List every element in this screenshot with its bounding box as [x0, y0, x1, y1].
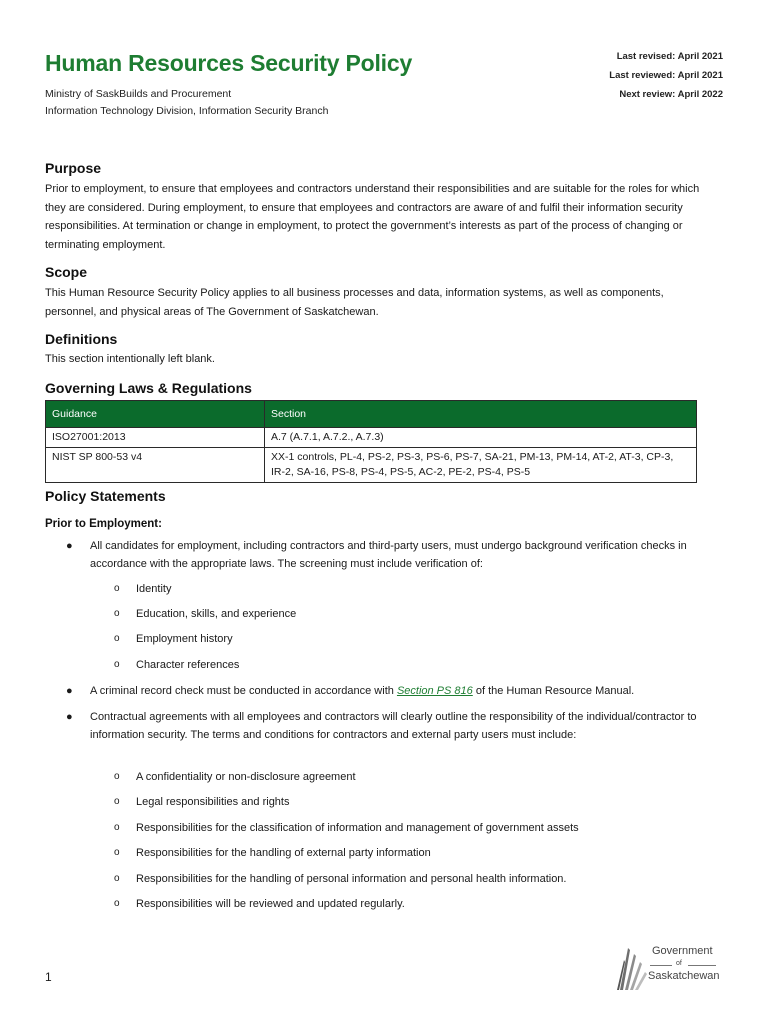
circle-bullet-icon: o — [114, 873, 120, 884]
list-item — [66, 708, 705, 744]
sub-item-text: Responsibilities for the handling of personal information and personal health information. — [136, 873, 567, 885]
circle-bullet-icon: o — [114, 659, 120, 670]
last-revised: Last revised: April 2021 — [616, 51, 723, 62]
list-item — [114, 657, 706, 673]
list-item — [114, 631, 706, 647]
list-item — [114, 769, 706, 785]
bullet-icon: ● — [66, 685, 73, 697]
ministry-name: Ministry of SaskBuilds and Procurement — [45, 88, 232, 100]
circle-bullet-icon: o — [114, 583, 120, 594]
list-item — [114, 871, 706, 887]
governing-laws-table — [45, 400, 697, 483]
list-item — [114, 896, 706, 912]
bullet-icon: ● — [66, 540, 73, 552]
sub-item-text: A confidentiality or non-disclosure agreement — [136, 771, 356, 783]
table-header-row — [46, 401, 697, 428]
table-row — [46, 448, 697, 483]
circle-bullet-icon: o — [114, 771, 120, 782]
table-cell: NIST SP 800-53 v4 — [46, 448, 265, 483]
logo-divider — [650, 965, 672, 966]
logo-divider — [688, 965, 716, 966]
list-item — [114, 794, 706, 810]
scope-heading: Scope — [45, 264, 88, 280]
sub-item-text: Education, skills, and experience — [136, 608, 297, 620]
next-review: Next review: April 2022 — [619, 89, 723, 100]
sub-item-text: Character references — [136, 659, 240, 671]
revision-info — [609, 47, 723, 104]
bullet-text-before: A criminal record check must be conducted in accordance with — [90, 685, 397, 697]
circle-bullet-icon: o — [114, 847, 120, 858]
government-of-saskatchewan-logo — [614, 940, 724, 992]
last-reviewed: Last reviewed: April 2021 — [609, 70, 723, 81]
column-header-guidance: Guidance — [46, 401, 265, 428]
document-title: Human Resources Security Policy — [45, 50, 413, 76]
sub-item-text: Responsibilities will be reviewed and updated regularly. — [136, 898, 405, 910]
logo-text-saskatchewan: Saskatchewan — [648, 970, 720, 982]
table-cell: XX-1 controls, PL-4, PS-2, PS-3, PS-6, PS-7, SA-21, PM-13, PM-14, AT-2, AT-3, CP-3, IR-2, SA-16, PS-8, PS-4, PS-5, AC-2, PE-2, PS-4, PS-5 — [265, 448, 697, 483]
definitions-text: This section intentionally left blank. — [45, 353, 215, 365]
bullet-text: Contractual agreements with all employees and contractors will clearly outline the responsibility of the individual/contractor to information security. The terms and conditions for contractors and external party users must include: — [90, 711, 697, 741]
laws-heading: Governing Laws & Regulations — [45, 380, 252, 396]
logo-text-government: Government — [652, 945, 713, 957]
table-row — [46, 428, 697, 448]
sub-item-text: Employment history — [136, 633, 233, 645]
sub-item-text: Identity — [136, 583, 172, 595]
circle-bullet-icon: o — [114, 633, 120, 644]
bullet-icon: ● — [66, 711, 73, 723]
sub-item-text: Responsibilities for the classification of information and management of government assets — [136, 822, 579, 834]
purpose-text: Prior to employment, to ensure that employees and contractors understand their responsibilities and are suitable for the roles for which they are considered. During employment, to ensure that employees and contractors are aware of and fulfil their information security responsibilities. At termination or change in employment, to protect the government’s interests as part of the process of changing or terminating employment. — [45, 183, 700, 251]
bullet-text: All candidates for employment, including contractors and third-party users, must undergo background verification checks in accordance with the appropriate laws. The screening must include verification of: — [90, 540, 687, 570]
prior-employment-subheading: Prior to Employment: — [45, 518, 162, 530]
sub-item-text: Legal responsibilities and rights — [136, 796, 290, 808]
circle-bullet-icon: o — [114, 822, 120, 833]
scope-text: This Human Resource Security Policy applies to all business processes and data, information systems, as well as components, personnel, and physical areas of The Government of Saskatchewan. — [45, 287, 664, 318]
policy-heading: Policy Statements — [45, 488, 166, 504]
circle-bullet-icon: o — [114, 898, 120, 909]
table-cell: ISO27001:2013 — [46, 428, 265, 448]
wheat-icon — [614, 940, 650, 992]
circle-bullet-icon: o — [114, 796, 120, 807]
section-ps-816-link[interactable]: Section PS 816 — [396, 685, 473, 697]
list-item — [114, 820, 706, 836]
list-item — [114, 845, 706, 861]
list-item — [114, 581, 706, 597]
logo-text-of: of — [676, 960, 682, 967]
sub-item-text: Responsibilities for the handling of external party information — [136, 847, 431, 859]
circle-bullet-icon: o — [114, 608, 120, 619]
division-name: Information Technology Division, Information Security Branch — [45, 105, 329, 117]
definitions-heading: Definitions — [45, 331, 118, 347]
list-item — [66, 682, 705, 700]
table-cell: A.7 (A.7.1, A.7.2., A.7.3) — [265, 428, 697, 448]
list-item — [114, 606, 706, 622]
bullet-text-after: of the Human Resource Manual. — [472, 685, 635, 697]
list-item — [66, 537, 705, 573]
column-header-section: Section — [265, 401, 697, 428]
page-number: 1 — [45, 970, 52, 984]
purpose-heading: Purpose — [45, 160, 102, 176]
